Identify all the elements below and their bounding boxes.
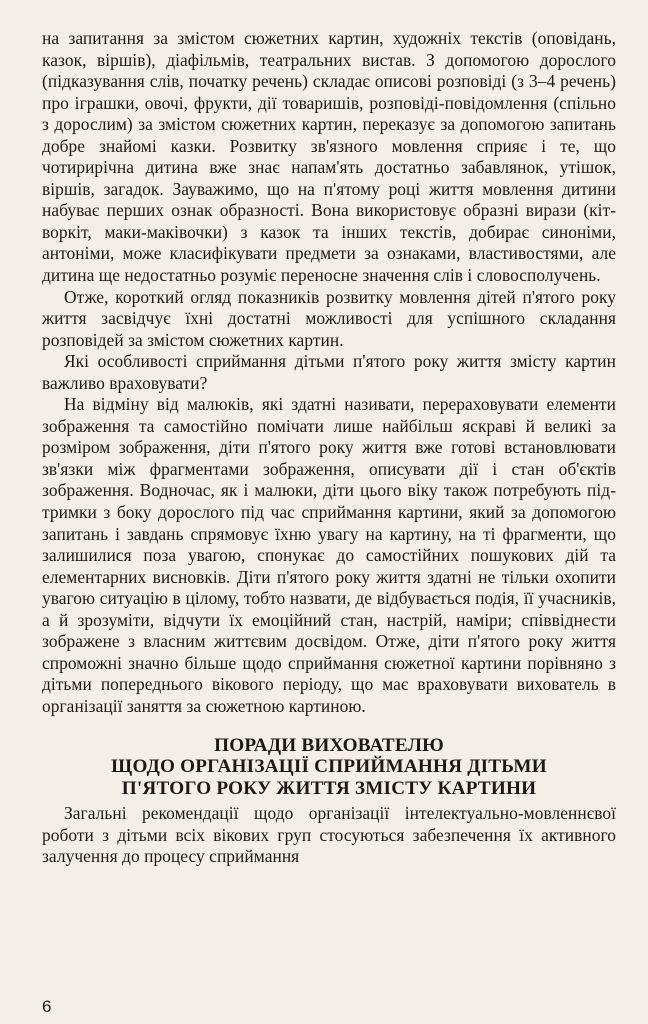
page-number: 6 (42, 997, 52, 1016)
paragraph-2: Отже, короткий огляд показників розвитку мовлення дітей п'ятого року життя засвідчує їхні достатні можливості для успішного складання розповідей за змістом сюжетних картин. (42, 286, 616, 350)
paragraph-1: на запитання за змістом сюжетних картин, художніх текстів (оповідань, казок, віршів), діафільмів, театральних вистав. З допомогою дорослого (підказування слів, початку речень) складає описові розповіді (з 3–4 речень) про іграшки, овочі, фрукти, дії товаришів, розповіді-повідомлення (спільно з дорослим) за змістом сюжетних картин, переказує за допомогою запитань добре знайомі казки. Розвитку зв'язного мовлення сприяє і те, що чотирирічна дитина вже знає напам'ять достатньо забавлянок, утішок, віршів, загадок. Зауважимо, що на п'ятому році життя мовлення дитини набуває перших ознак образності. Вона використовує образні вирази (кітворкіт, маки-маківочки) з казок та інших текстів, добирає синоніми, антоніми, може класифікувати предмети за ознаками, властивостями, але дитина ще недостатньо розуміє переносне значення слів і словосполучень. (42, 28, 616, 286)
heading-line-2: ЩОДО ОРГАНІЗАЦІЇ СПРИЙМАННЯ ДІТЬМИ (111, 756, 547, 777)
heading-line-3: П'ЯТОГО РОКУ ЖИТТЯ ЗМІСТУ КАРТИНИ (121, 777, 537, 799)
heading-line-1: ПОРАДИ ВИХОВАТЕЛЮ (214, 734, 444, 756)
section-heading (42, 735, 616, 800)
paragraph-4: На відміну від малюків, які здатні називати, перераховувати елементи зображення та самостійно помічати лише найбільш яскраві й великі за розміром зображення, діти п'ятого року життя вже готові встановлювати зв'язки між фрагментами зображення, описувати дії і стан об'єктів зображення. Водночас, як і малюки, діти цього віку також потребують підтримки з боку дорослого під час сприймання картини, який за допомогою запитань і завдань спрямовує їхню увагу на картину, на ті фрагменти, що залишилися поза увагою, спонукає до самостійних пошукових дій та елементарних висновків. Діти п'ятого року життя здатні не тільки охопити увагою ситуацію в цілому, тобто назвати, де відбувається подія, її учасників, а й зрозуміти, відчути їх емоційний стан, настрій, наміри; співвіднести зображене з власним життєвим досвідом. Отже, діти п'ятого року життя спроможні значно більше щодо сприймання сюжетної картини порівняно з дітьми попереднього вікового періоду, що має враховувати вихователь в організації заняття за сюжетною картиною. (42, 394, 616, 716)
paragraph-3-question: Які особливості сприймання дітьми п'ятого року життя змісту картин важливо враховувати? (42, 351, 616, 393)
paragraph-5: Загальні рекомендації щодо організації інтелектуально-мовленнєвої роботи з дітьми всіх вікових груп стосуються забезпечення їх активного залучення до процесу сприймання (42, 803, 616, 867)
page-body (42, 28, 616, 868)
